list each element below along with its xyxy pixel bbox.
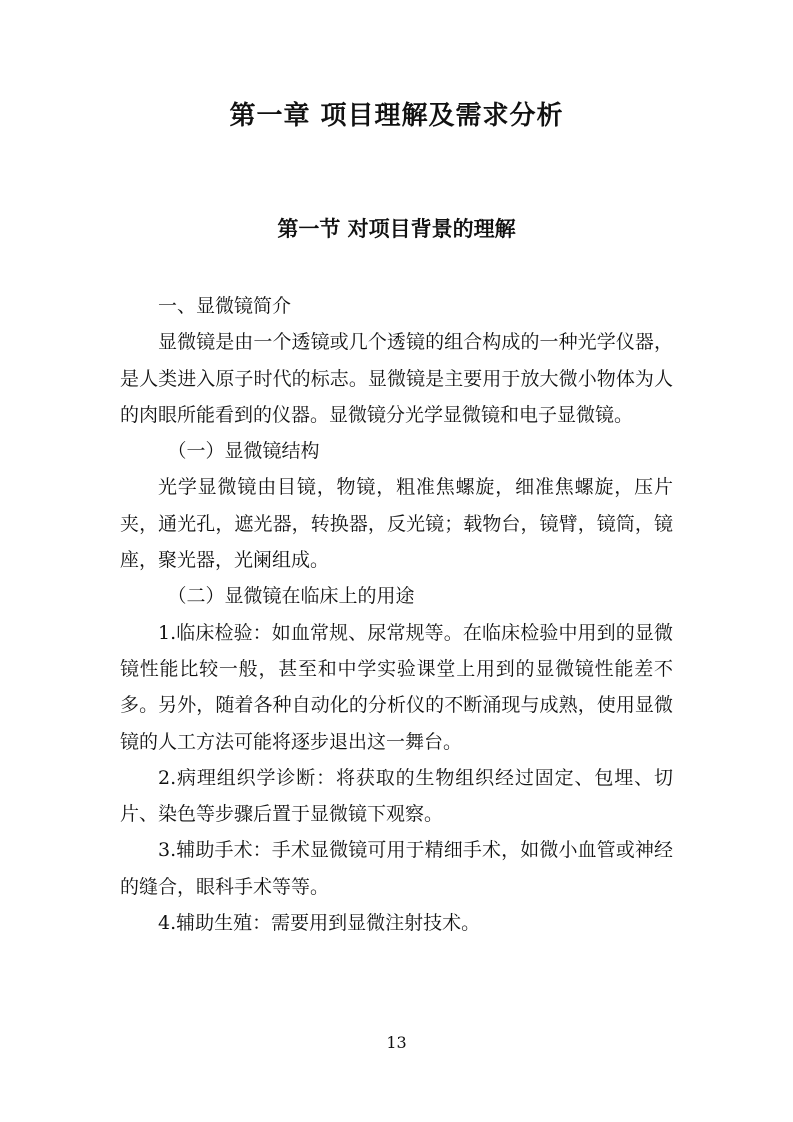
list-item-pathology-diagnosis: 2.病理组织学诊断：将获取的生物组织经过固定、包埋、切片、染色等步骤后置于显微镜下观察。 (120, 766, 673, 826)
list-item-assisted-reproduction: 4.辅助生殖：需要用到显微注射技术。 (158, 912, 481, 935)
paragraph-microscope-structure: 光学显微镜由目镜，物镜，粗准焦螺旋，细准焦螺旋，压片夹，通光孔，遮光器，转换器，反光镜；载物台，镜臂，镜筒，镜座，聚光器，光阑组成。 (120, 476, 673, 572)
paragraph-microscope-definition: 显微镜是由一个透镜或几个透镜的组合构成的一种光学仪器，是人类进入原子时代的标志。显微镜是主要用于放大微小物体为人的肉眼所能看到的仪器。显微镜分光学显微镜和电子显微镜。 (120, 331, 673, 426)
subheading-clinical-uses: （二）显微镜在临床上的用途 (167, 585, 415, 608)
list-item-clinical-testing: 1.临床检验：如血常规、尿常规等。在临床检验中用到的显微镜性能比较一般，甚至和中学实验课堂上用到的显微镜性能差不多。另外，随着各种自动化的分析仪的不断涌现与成熟，使用显微镜的人工方法可能将逐步退出这一舞台。 (120, 621, 673, 753)
list-item-assisted-surgery: 3.辅助手术：手术显微镜可用于精细手术，如微小血管或神经的缝合，眼科手术等等。 (120, 839, 673, 898)
section-title: 第一节 对项目背景的理解 (277, 217, 516, 241)
page-number: 13 (386, 1033, 407, 1052)
body-text (120, 288, 673, 941)
heading-microscope-intro: 一、显微镜简介 (158, 295, 292, 317)
chapter-title: 第一章 项目理解及需求分析 (229, 101, 564, 131)
subheading-microscope-structure: （一）显微镜结构 (167, 440, 320, 463)
